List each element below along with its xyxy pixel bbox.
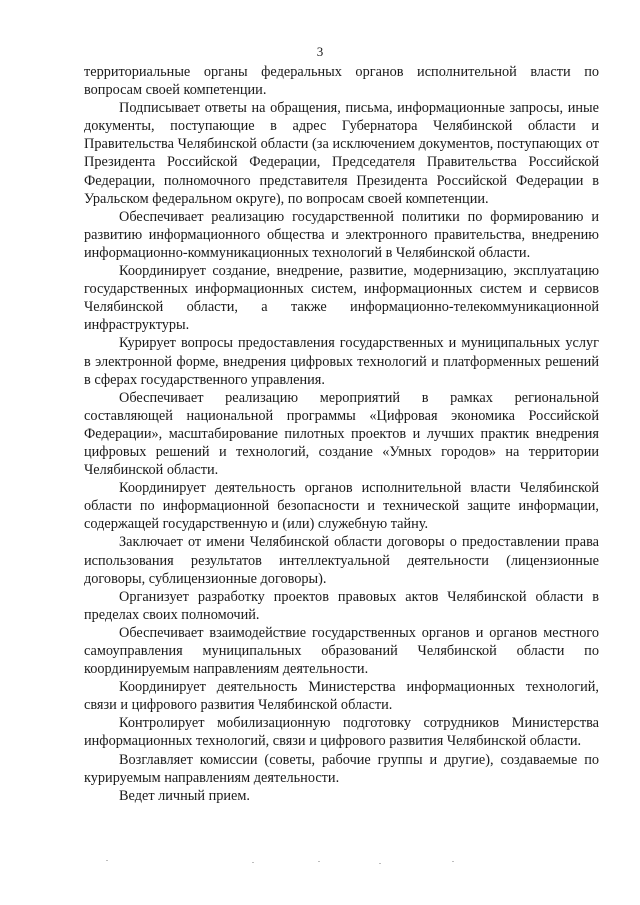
paragraph-mobilization: Контролирует мобилизационную подготовку сотрудников Министерства информационных технологий, связи и цифрового развития Челябинской области. (84, 715, 599, 750)
paragraph-information-systems: Координирует создание, внедрение, развитие, модернизацию, эксплуатацию государственных информационных систем, информационных систем и сервисов Челябинской области, а также информационно-телекоммуникационной инфраструктуры. (84, 263, 599, 334)
paragraph-ministry-coordination: Координирует деятельность Министерства информационных технологий, связи и цифрового развития Челябинской области. (84, 679, 599, 714)
paragraph-continuation: территориальные органы федеральных органов исполнительной власти по вопросам своей компетенции. (84, 64, 599, 99)
paragraph-personal-reception: Ведет личный прием. (119, 787, 251, 804)
paragraph-digital-economy: Обеспечивает реализацию мероприятий в рамках региональной составляющей национальной программы «Цифровая экономика Российской Федерации», масштабирование пилотных проектов и лучших практик внедрения цифровых решений и технологий, создание «Умных городов» на территории Челябинской области. (84, 389, 599, 479)
scan-speck (379, 863, 381, 864)
scan-speck (252, 862, 254, 863)
paragraph-signs-responses: Подписывает ответы на обращения, письма, информационные запросы, иные документы, поступающие в адрес Губернатора Челябинской области и Правительства Челябинской области (за исключением документов, поступающих от Президента Российской Федерации, Председателя Правительства Российской Федерации, полномочного представителя Президента Российской Федерации в Уральском федеральном округе), по вопросам своей компетенции. (84, 100, 599, 207)
paragraph-license-agreements: Заключает от имени Челябинской области договоры о предоставлении права использования результатов интеллектуальной деятельности (лицензионные договоры, сублицензионные договоры). (84, 534, 599, 587)
scan-speck (452, 861, 454, 862)
page-number: 3 (316, 44, 324, 59)
paragraph-information-security: Координирует деятельность органов исполнительной власти Челябинской области по информационной безопасности и технической защите информации, содержащей государственную и (или) служебную тайну. (84, 480, 599, 533)
paragraph-legal-acts: Организует разработку проектов правовых актов Челябинской области в пределах своих полномочий. (84, 588, 599, 623)
scan-speck (318, 861, 320, 862)
paragraph-information-society: Обеспечивает реализацию государственной политики по формированию и развитию информационного общества и электронного правительства, внедрению информационно-коммуникационных технологий в Челябинской области. (84, 208, 599, 261)
document-body (84, 63, 599, 805)
scan-speck (106, 860, 108, 861)
paragraph-electronic-services: Курирует вопросы предоставления государственных и муниципальных услуг в электронной форме, внедрения цифровых технологий и платформенных решений в сферах государственного управления. (84, 335, 599, 388)
paragraph-commissions: Возглавляет комиссии (советы, рабочие группы и другие), создаваемые по курируемым направлениям деятельности. (84, 751, 599, 786)
paragraph-interaction: Обеспечивает взаимодействие государственных органов и органов местного самоуправления муниципальных образований Челябинской области по координируемым направлениям деятельности. (84, 624, 599, 678)
